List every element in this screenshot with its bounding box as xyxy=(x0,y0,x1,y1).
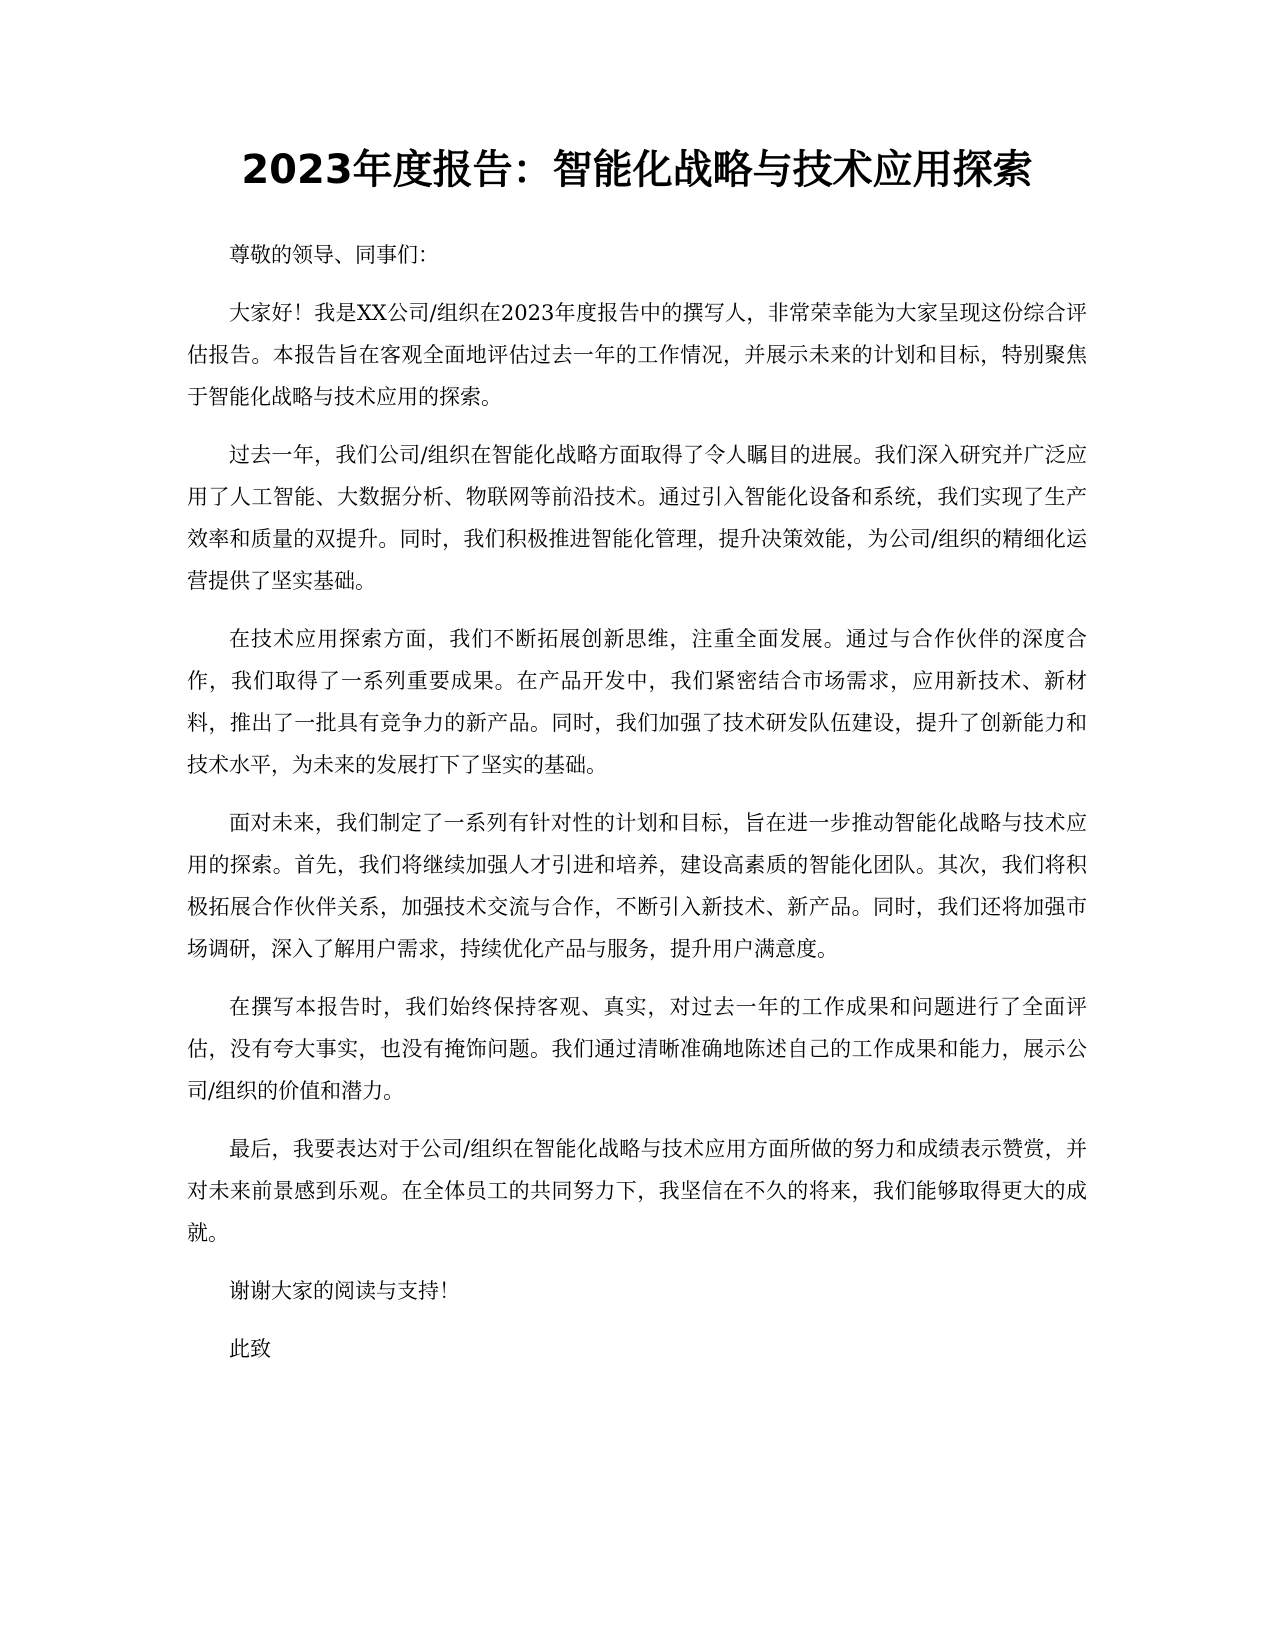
closing-paragraph: 最后，我要表达对于公司/组织在智能化战略与技术应用方面所做的努力和成绩表示赞赏，并对未来前景感到乐观。在全体员工的共同努力下，我坚信在不久的将来，我们能够取得更大的成就。 xyxy=(187,1137,1087,1245)
objectivity-paragraph: 在撰写本报告时，我们始终保持客观、真实，对过去一年的工作成果和问题进行了全面评估，没有夸大事实，也没有掩饰问题。我们通过清晰准确地陈述自己的工作成果和能力，展示公司/组织的价值和潜力。 xyxy=(187,995,1087,1103)
sign-off-paragraph: 此致 xyxy=(229,1337,271,1361)
thanks-paragraph: 谢谢大家的阅读与支持！ xyxy=(229,1279,460,1303)
document-page xyxy=(187,140,1087,1386)
future-plans-paragraph: 面对未来，我们制定了一系列有针对性的计划和目标，旨在进一步推动智能化战略与技术应用的探索。首先，我们将继续加强人才引进和培养，建设高素质的智能化团队。其次，我们将积极拓展合作伙伴关系，加强技术交流与合作，不断引入新技术、新产品。同时，我们还将加强市场调研，深入了解用户需求，持续优化产品与服务，提升用户满意度。 xyxy=(187,811,1087,961)
tech-application-paragraph: 在技术应用探索方面，我们不断拓展创新思维，注重全面发展。通过与合作伙伴的深度合作，我们取得了一系列重要成果。在产品开发中，我们紧密结合市场需求，应用新技术、新材料，推出了一批具有竞争力的新产品。同时，我们加强了技术研发队伍建设，提升了创新能力和技术水平，为未来的发展打下了坚实的基础。 xyxy=(187,627,1087,777)
document-title: 2023年度报告：智能化战略与技术应用探索 xyxy=(241,147,1033,193)
strategy-progress-paragraph: 过去一年，我们公司/组织在智能化战略方面取得了令人瞩目的进展。我们深入研究并广泛应用了人工智能、大数据分析、物联网等前沿技术。通过引入智能化设备和系统，我们实现了生产效率和质量的双提升。同时，我们积极推进智能化管理，提升决策效能，为公司/组织的精细化运营提供了坚实基础。 xyxy=(187,443,1087,593)
salutation-paragraph: 尊敬的领导、同事们： xyxy=(229,243,439,267)
intro-paragraph: 大家好！我是XX公司/组织在2023年度报告中的撰写人，非常荣幸能为大家呈现这份综合评估报告。本报告旨在客观全面地评估过去一年的工作情况，并展示未来的计划和目标，特别聚焦于智能化战略与技术应用的探索。 xyxy=(187,301,1087,409)
